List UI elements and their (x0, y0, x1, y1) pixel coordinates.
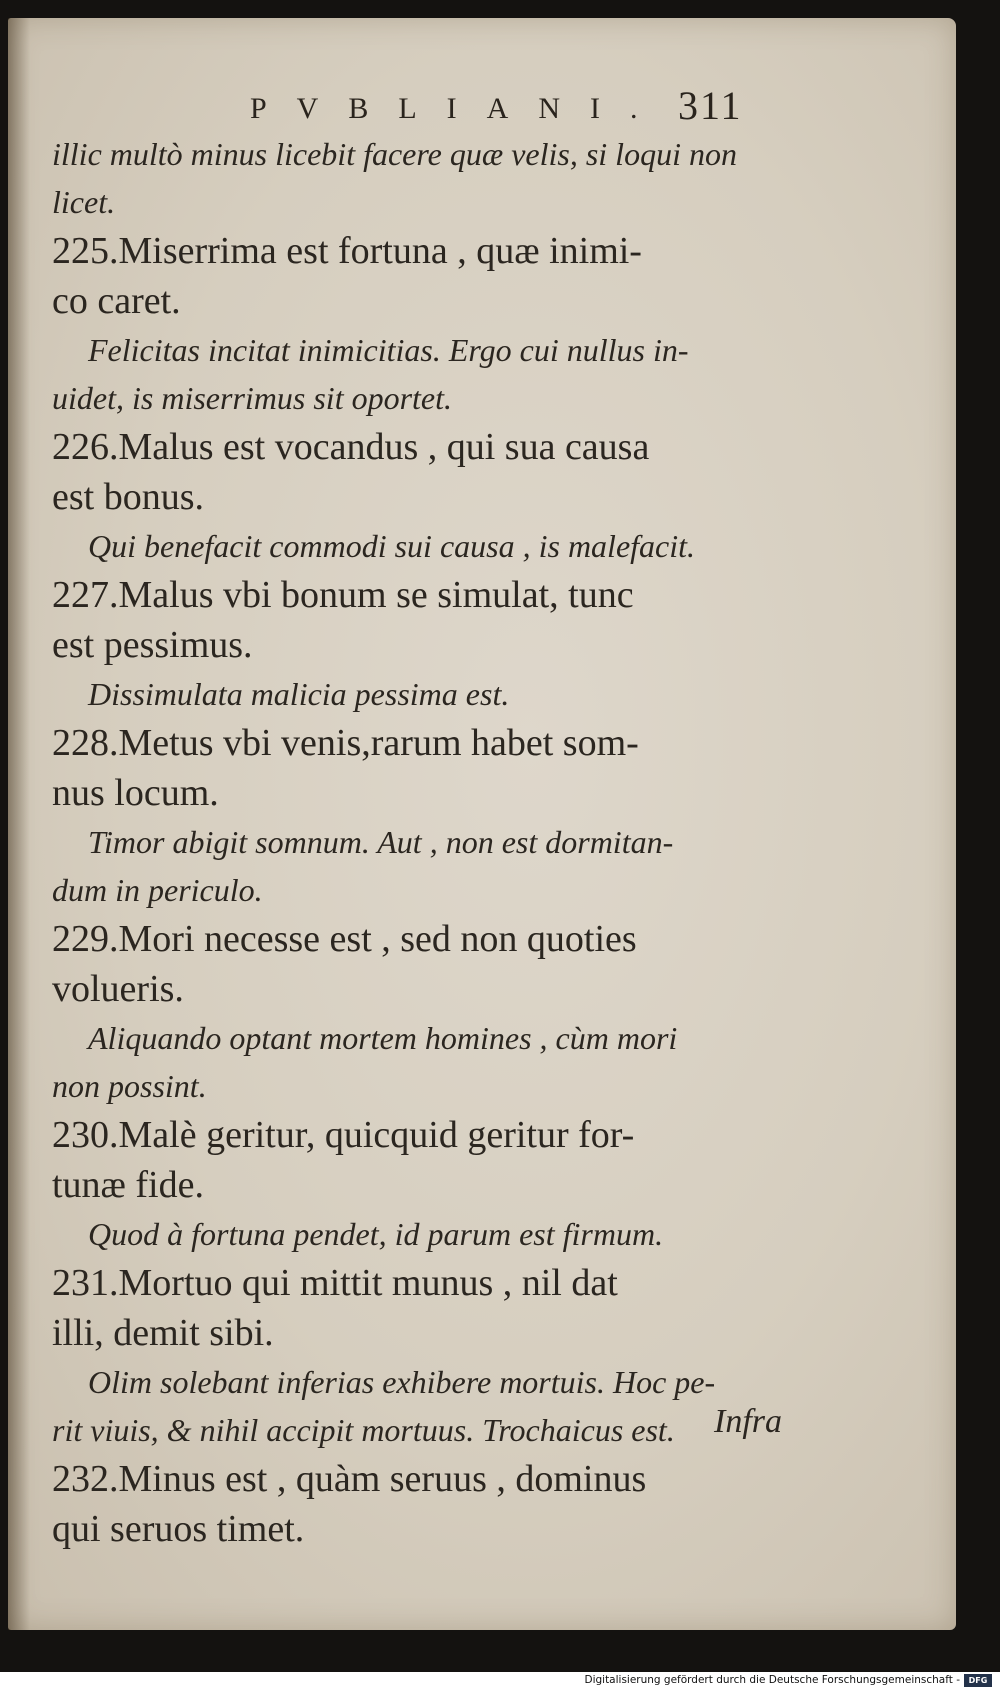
entry-number: 229. (52, 918, 119, 960)
entry-text: est pessimus. (52, 624, 253, 666)
entry-text: Miserrima est fortuna , quæ inimi- (118, 230, 642, 272)
entry-number: 226. (52, 426, 119, 468)
entry-text: Malè geritur, quicquid geritur for- (118, 1114, 635, 1156)
gloss-line: non possint. (52, 1068, 207, 1104)
entry-text: co caret. (52, 280, 181, 322)
digitization-footer (0, 1672, 1000, 1691)
entry-text: Mori necesse est , sed non quoties (118, 918, 637, 960)
entry-text: Mortuo qui mittit munus , nil dat (118, 1262, 618, 1304)
sentence-entry (52, 1258, 792, 1454)
entry-text: est bonus. (52, 476, 204, 518)
gloss-line: Quod à fortuna pendet, id parum est firmum. (88, 1216, 664, 1252)
sentence-entry (52, 1454, 792, 1554)
sentence-entry (52, 422, 792, 570)
gloss-line: rit viuis, & nihil accipit mortuus. Trochaicus est. (52, 1412, 675, 1448)
sentence-entry (52, 570, 792, 718)
entry-text: nus locum. (52, 772, 219, 814)
gloss-line: Felicitas incitat inimicitias. Ergo cui nullus in- (88, 332, 689, 368)
entry-number: 232. (52, 1458, 119, 1500)
gloss-line: Timor abigit somnum. Aut , non est dormitan- (88, 824, 674, 860)
entry-number: 228. (52, 722, 119, 764)
catchword: Infra (714, 1403, 782, 1440)
entry-text: illi, demit sibi. (52, 1312, 274, 1354)
entry-number: 230. (52, 1114, 119, 1156)
page-body (52, 130, 792, 1554)
sentence-entry (52, 914, 792, 1110)
gloss-line: Dissimulata malicia pessima est. (88, 676, 510, 712)
opening-gloss (52, 130, 792, 226)
entry-text: volueris. (52, 968, 184, 1010)
gloss-line: Qui benefacit commodi sui causa , is malefacit. (88, 528, 696, 564)
running-head: PVBLIANI. (250, 92, 668, 125)
entry-text: Metus vbi venis,rarum habet som- (118, 722, 639, 764)
sentence-entry (52, 1110, 792, 1258)
gloss-line: dum in periculo. (52, 872, 263, 908)
entry-number: 227. (52, 574, 119, 616)
gloss-line: licet. (52, 184, 116, 220)
book-page (8, 18, 956, 1630)
entry-text: tunæ fide. (52, 1164, 204, 1206)
entry-text: Minus est , quàm seruus , dominus (118, 1458, 647, 1500)
funding-credit: Digitalisierung gefördert durch die Deutsche Forschungsgemeinschaft - (584, 1674, 960, 1686)
gloss-line: Olim solebant inferias exhibere mortuis. Hoc pe- (88, 1364, 716, 1400)
gloss-line: uidet, is miserrimus sit oportet. (52, 380, 453, 416)
entry-text: Malus est vocandus , qui sua causa (118, 426, 650, 468)
gloss-line: illic multò minus licebit facere quæ velis, si loqui non (52, 136, 737, 172)
entry-text: qui seruos timet. (52, 1508, 305, 1550)
gloss-line: Aliquando optant mortem homines , cùm mori (88, 1020, 678, 1056)
entry-number: 231. (52, 1262, 119, 1304)
page-header (8, 70, 956, 130)
entry-number: 225. (52, 230, 119, 272)
page-number: 311 (678, 83, 743, 128)
entry-text: Malus vbi bonum se simulat, tunc (118, 574, 634, 616)
sentence-entry (52, 226, 792, 422)
dfg-logo: DFG (964, 1674, 992, 1687)
sentence-entry (52, 718, 792, 914)
